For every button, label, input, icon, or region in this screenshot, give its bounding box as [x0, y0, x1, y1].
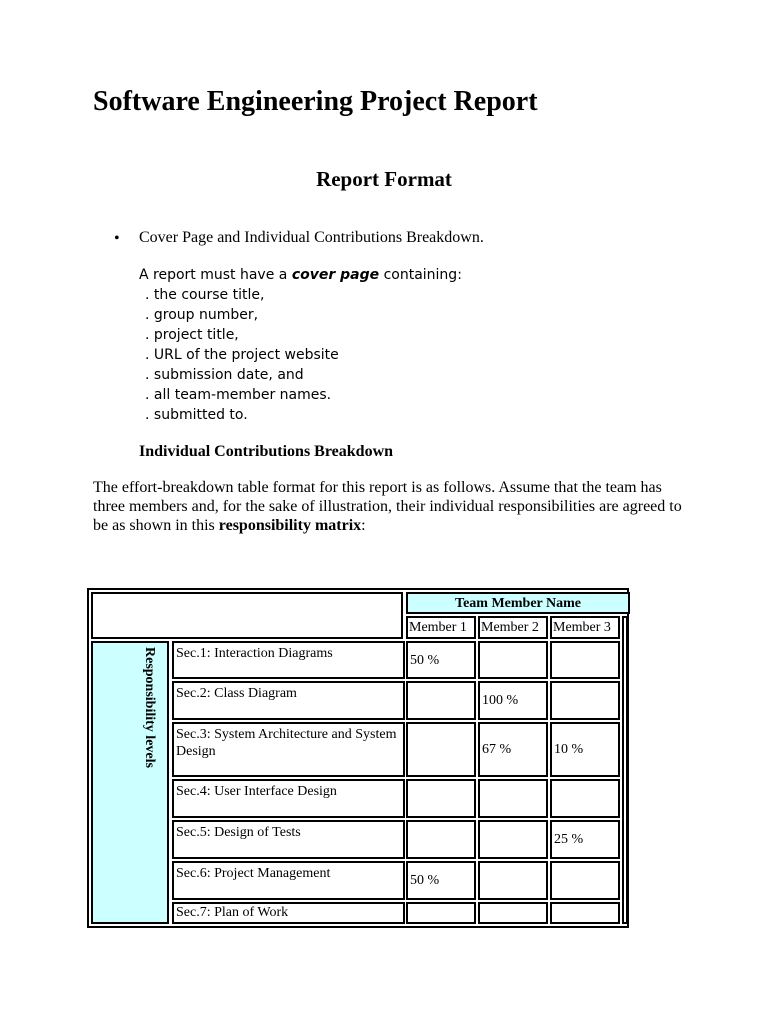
cover-item: . submitted to. — [145, 407, 248, 423]
value-cell — [478, 779, 548, 818]
cover-item: . the course title, — [145, 287, 265, 303]
responsibility-matrix — [87, 588, 629, 928]
intro-paragraph — [93, 478, 683, 535]
cover-page-requirements — [139, 265, 462, 425]
member-header: Member 1 — [406, 616, 476, 639]
corner-cell — [91, 592, 403, 639]
section-cell: Sec.1: Interaction Diagrams — [172, 641, 405, 679]
value-cell — [478, 902, 548, 924]
cover-item: . project title, — [145, 327, 239, 343]
value-cell — [550, 641, 620, 679]
member-header: Member 2 — [478, 616, 548, 639]
value-cell — [406, 902, 476, 924]
cover-intro-end: containing: — [379, 267, 462, 283]
value-cell: 100 % — [478, 681, 548, 720]
value-cell: 25 % — [550, 820, 620, 859]
cover-intro — [139, 265, 462, 285]
value-cell: 10 % — [550, 722, 620, 777]
contributions-heading: Individual Contributions Breakdown — [139, 443, 394, 460]
value-cell — [406, 722, 476, 777]
section-cell: Sec.2: Class Diagram — [172, 681, 405, 720]
section-cell: Sec.6: Project Management — [172, 861, 405, 900]
paragraph-bold: responsibility matrix — [218, 517, 362, 534]
value-cell — [478, 820, 548, 859]
table-edge — [622, 616, 628, 924]
value-cell — [550, 861, 620, 900]
value-cell — [478, 861, 548, 900]
cover-item: . submission date, and — [145, 367, 304, 383]
member-header: Member 3 — [550, 616, 620, 639]
value-cell — [550, 779, 620, 818]
value-cell: 67 % — [478, 722, 548, 777]
section-heading: Report Format — [316, 167, 452, 191]
responsibility-levels-cell — [91, 641, 169, 924]
value-cell — [406, 779, 476, 818]
value-cell — [406, 681, 476, 720]
paragraph-end: : — [361, 517, 366, 534]
cover-intro-text: A report must have a — [139, 267, 292, 283]
cover-item: . URL of the project website — [145, 347, 339, 363]
value-cell — [406, 820, 476, 859]
section-cell: Sec.7: Plan of Work — [172, 902, 405, 924]
paragraph-text: The effort-breakdown table format for this report is as follows. Assume that the team has three members and, for the sake of illustration, their individual responsibilities are agreed to be as shown in this — [93, 479, 682, 534]
cover-intro-emphasis: cover page — [291, 267, 380, 283]
value-cell: 50 % — [406, 861, 476, 900]
team-member-header: Team Member Name — [406, 592, 630, 614]
section-cell: Sec.4: User Interface Design — [172, 779, 405, 818]
value-cell — [550, 902, 620, 924]
section-cell: Sec.5: Design of Tests — [172, 820, 405, 859]
responsibility-levels-label: Responsibility levels — [142, 647, 157, 768]
bullet-text: Cover Page and Individual Contributions Breakdown. — [139, 229, 484, 246]
cover-item: . group number, — [145, 307, 259, 323]
document-title: Software Engineering Project Report — [93, 86, 538, 117]
value-cell: 50 % — [406, 641, 476, 679]
value-cell — [478, 641, 548, 679]
section-cell: Sec.3: System Architecture and System Design — [172, 722, 405, 777]
cover-item: . all team-member names. — [145, 387, 332, 403]
value-cell — [550, 681, 620, 720]
bullet-marker: • — [114, 230, 120, 247]
